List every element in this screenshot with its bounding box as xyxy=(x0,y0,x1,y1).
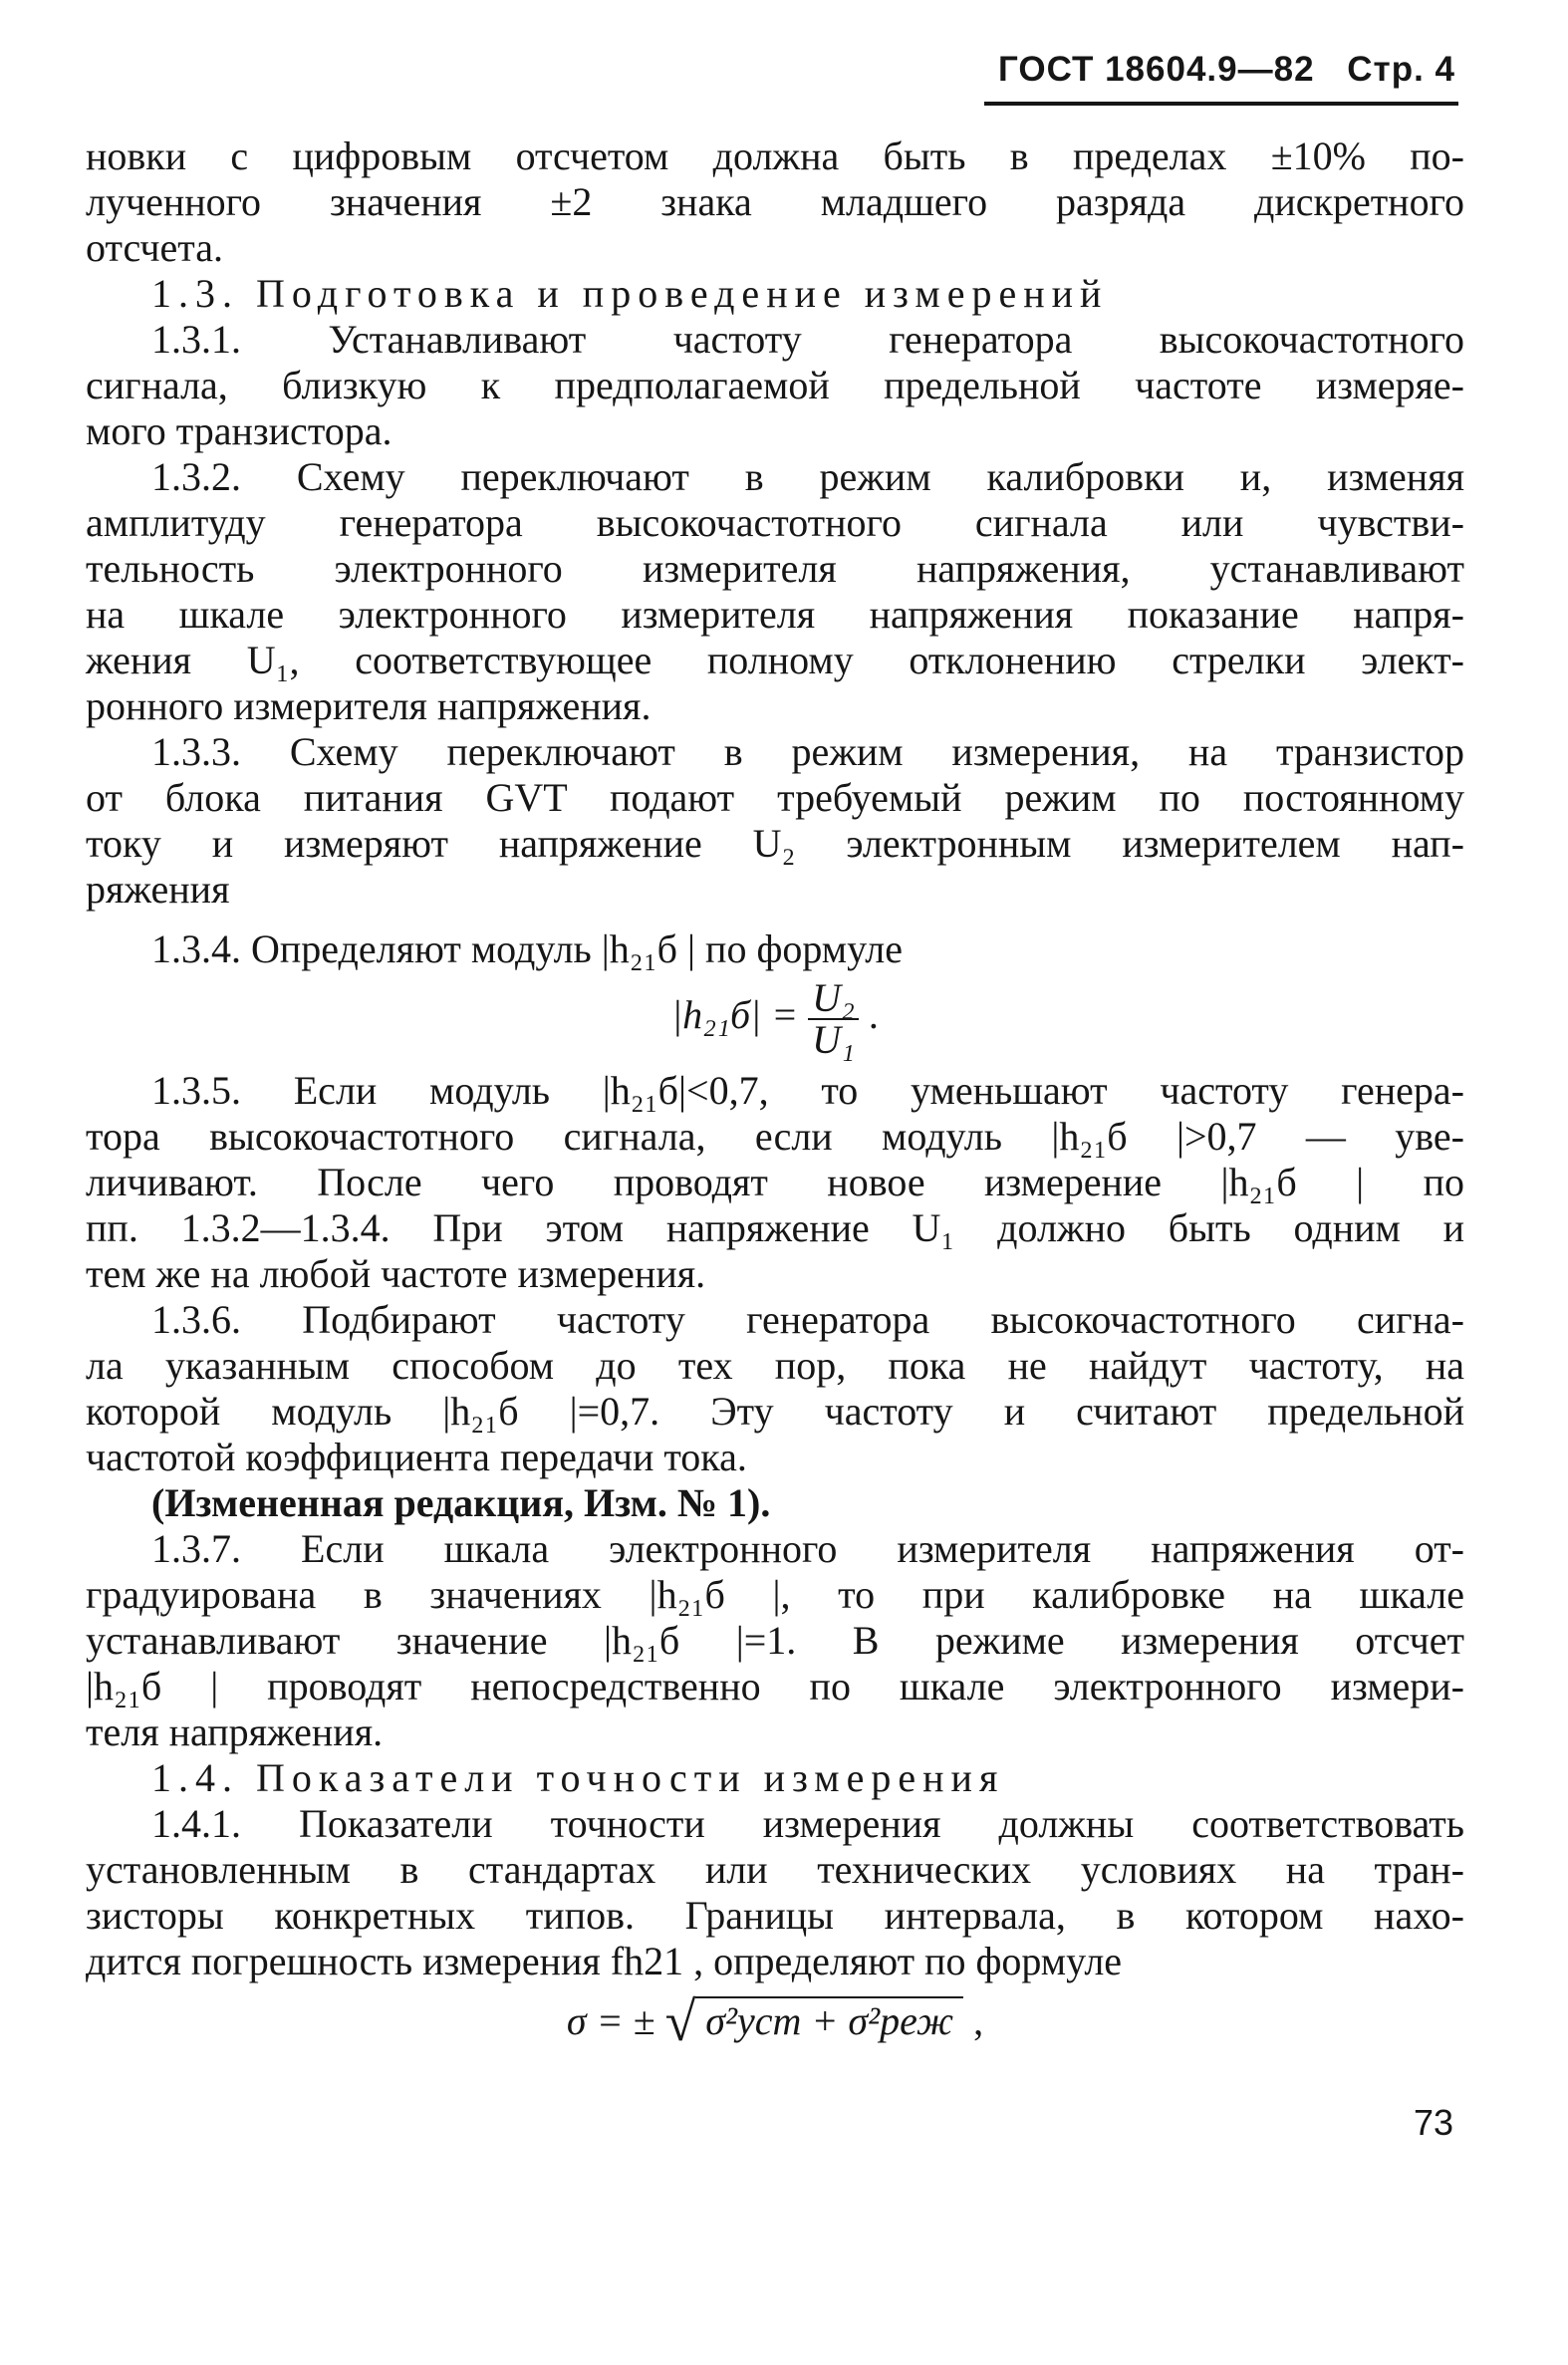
text-line: (Измененная редакция, Изм. № 1). xyxy=(151,1480,771,1525)
text-line: пп. 1.3.2—1.3.4. При этом напряжение U₁ должно быть одним и xyxy=(86,1205,1464,1250)
text-line: градуирована в значениях |h₂₁б |, то при калибровке на шкале xyxy=(86,1572,1464,1617)
text-line: 1.3.5. Если модуль |h₂₁б|<0,7, то уменьшают частоту генера- xyxy=(151,1068,1464,1113)
formula-sigma xyxy=(86,1991,1464,2053)
text-line: 1.3.1. Устанавливают частоту генератора высокочастотного xyxy=(151,317,1464,362)
text-line: лученного значения ±2 знака младшего разряда дискретного xyxy=(86,179,1464,224)
standard-number: ГОСТ 18604.9—82 xyxy=(997,50,1315,89)
formula-sigma-block xyxy=(86,1984,1464,2054)
document-body xyxy=(86,133,1464,2054)
header-rule xyxy=(984,102,1458,106)
text-line: току и измеряют напряжение U₂ электронным измерителем нап- xyxy=(86,821,1464,866)
text-line: установленным в стандартах или технических условиях на тран- xyxy=(86,1847,1464,1892)
page-label: Стр. 4 xyxy=(1347,50,1455,89)
text-line: которой модуль |h₂₁б |=0,7. Эту частоту и считают предельной xyxy=(86,1389,1464,1434)
formula-h21-lhs: |h₂₁б| = xyxy=(671,992,799,1038)
formula-sigma-tail: , xyxy=(973,1998,984,2043)
text-line: личивают. После чего проводят новое измерение |h₂₁б | по xyxy=(86,1160,1464,1204)
text-line: амплитуду генератора высокочастотного сигнала или чувстви- xyxy=(86,500,1464,545)
text-line: 1.3.3. Схему переключают в режим измерения, на транзистор xyxy=(151,729,1464,774)
text-line: 1.3. Подготовка и проведение измерений xyxy=(151,271,1109,316)
text-line: новки с цифровым отсчетом должна быть в пределах ±10% по- xyxy=(86,133,1464,178)
text-line: дится погрешность измерения fh21 , определяют по формуле xyxy=(86,1939,1123,1983)
formula-h21 xyxy=(86,975,1464,1062)
text-line: частотой коэффициента передачи тока. xyxy=(86,1435,747,1479)
text-line: ронного измерителя напряжения. xyxy=(86,683,652,728)
text-line: от блока питания GVT подают требуемый режим по постоянному xyxy=(86,775,1464,820)
formula-h21-tail: . xyxy=(868,992,879,1038)
text-line: 1.4. Показатели точности измерения xyxy=(151,1755,1005,1800)
text-line: тельность электронного измерителя напряжения, устанавливают xyxy=(86,546,1464,591)
formula-h21-numerator: U₂ xyxy=(808,978,859,1020)
text-block-b xyxy=(86,926,1464,972)
text-line: отсчета. xyxy=(86,225,223,270)
formula-h21-fraction xyxy=(808,975,859,1062)
text-line: |h₂₁б | проводят непосредственно по шкале электронного измери- xyxy=(86,1664,1464,1708)
text-line: 1.3.4. Определяют модуль |h₂₁б | по формуле xyxy=(151,926,904,971)
text-line: ла указанным способом до тех пор, пока не найдут частоту, на xyxy=(86,1343,1464,1388)
formula-h21-block xyxy=(86,972,1464,1068)
text-line: 1.4.1. Показатели точности измерения должны соответствовать xyxy=(151,1801,1464,1846)
formula-sigma-radicand: σ²уст + σ²реж xyxy=(695,1996,963,2044)
text-line: 1.3.7. Если шкала электронного измерителя напряжения от- xyxy=(151,1526,1464,1571)
text-line: 1.3.6. Подбирают частоту генератора высокочастотного сигна- xyxy=(151,1297,1464,1342)
text-line: тора высокочастотного сигнала, если модуль |h₂₁б |>0,7 — уве- xyxy=(86,1114,1464,1159)
text-line: зисторы конкретных типов. Границы интервала, в котором нахо- xyxy=(86,1893,1464,1938)
page-header xyxy=(998,50,1455,90)
text-line: устанавливают значение |h₂₁б |=1. В режиме измерения отсчет xyxy=(86,1618,1464,1663)
text-line: тем же на любой частоте измерения. xyxy=(86,1251,706,1296)
formula-sigma-lhs: σ = ± xyxy=(566,1998,655,2043)
text-line: на шкале электронного измерителя напряжения показание напря- xyxy=(86,592,1464,637)
text-line: ряжения xyxy=(86,867,230,912)
text-block-a xyxy=(86,133,1464,913)
text-line: 1.3.2. Схему переключают в режим калибровки и, изменяя xyxy=(151,454,1464,499)
formula-h21-denominator: U₁ xyxy=(812,1017,855,1062)
text-line: жения U₁, соответствующее полному отклонению стрелки элект- xyxy=(86,638,1464,682)
radical-sign: √ xyxy=(664,1991,696,2053)
text-line: теля напряжения. xyxy=(86,1709,384,1754)
text-line: сигнала, близкую к предполагаемой предельной частоте измеряе- xyxy=(86,363,1464,407)
page-number: 73 xyxy=(1413,2102,1453,2143)
text-block-c xyxy=(86,1068,1464,1984)
text-line: мого транзистора. xyxy=(86,408,392,453)
